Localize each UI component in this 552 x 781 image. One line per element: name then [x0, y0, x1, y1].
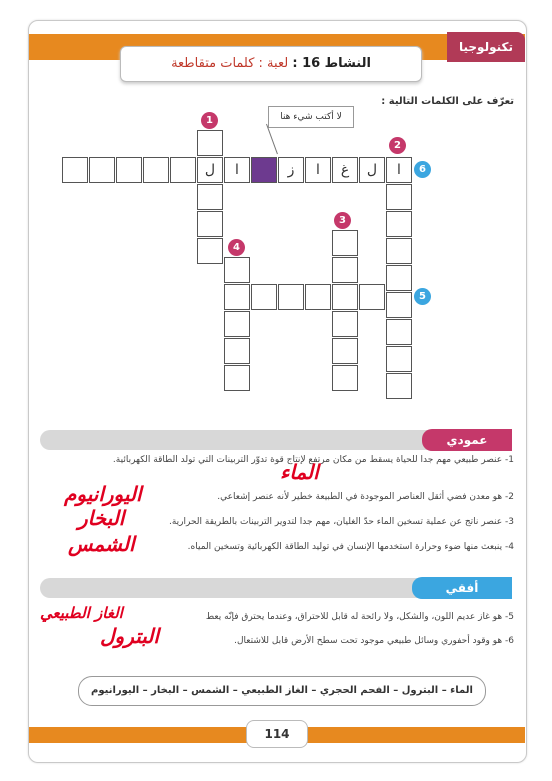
page-number: 114 [246, 720, 308, 748]
page-frame [28, 20, 527, 763]
crossword-cell[interactable] [62, 157, 88, 183]
crossword-cell[interactable] [332, 230, 358, 256]
crossword-cell[interactable] [386, 319, 412, 345]
crossword-cell[interactable] [386, 184, 412, 210]
crossword-cell[interactable] [197, 238, 223, 264]
horizontal-clue-6: 6- هو وقود أحفوري وسائل طبيعي موجود تحت سطح الأرض قابل للاشتعال. [234, 636, 514, 646]
crossword-filled-cell [251, 157, 277, 183]
vertical-clue-2: 2- هو معدن فضي أثقل العناصر الموجودة في الطبيعة خطير لأنه عنصر إشعاعي. [217, 492, 514, 502]
word-bank: الماء – البترول – الفحم الحجري – الغاز الطبيعي – الشمس – البخار – اليورانيوم [78, 676, 486, 706]
answer-horizontal-6: البترول [100, 624, 159, 648]
answer-vertical-1: الماء [280, 460, 319, 484]
crossword-cell[interactable] [197, 184, 223, 210]
clue-marker-2: 2 [389, 137, 406, 154]
crossword-cell[interactable] [332, 257, 358, 283]
crossword-cell[interactable] [224, 257, 250, 283]
crossword-cell[interactable]: ل [197, 157, 223, 183]
answer-vertical-2: اليورانيوم [64, 482, 142, 506]
clue-marker-4: 4 [228, 239, 245, 256]
do-not-write-note: لا أكتب شيء هنا [268, 106, 354, 128]
answer-vertical-4: الشمس [68, 532, 135, 556]
crossword-cell[interactable]: ا [386, 157, 412, 183]
crossword-cell[interactable] [332, 284, 358, 310]
horizontal-section-title: أفقي [412, 577, 512, 599]
crossword-cell[interactable] [170, 157, 196, 183]
horizontal-clue-5: 5- هو غاز عديم اللون، والشكل، ولا رائحة له قابل للاحتراق، وعندما يحترق فإنّه يعط [205, 612, 514, 622]
vertical-clue-3: 3- عنصر ناتج عن عملية تسخين الماء حدّ الغليان، مهم جدا لتدوير التربينات بالطريقة الحرارية. [168, 517, 514, 527]
crossword-cell[interactable] [386, 211, 412, 237]
vertical-section-title: عمودي [422, 429, 512, 451]
intro-text: تعرّف على الكلمات التالية : [381, 96, 514, 107]
activity-label: النشاط 16 : [292, 56, 371, 71]
crossword-cell[interactable] [224, 311, 250, 337]
clue-marker-6: 6 [414, 161, 431, 178]
crossword-cell[interactable]: ا [224, 157, 250, 183]
crossword-cell[interactable] [386, 373, 412, 399]
vertical-clue-4: 4- ينبعث منها ضوء وحرارة استخدمها الإنسان في توليد الطاقة الكهربائية وتسخين المياه. [187, 542, 514, 552]
crossword-cell[interactable] [143, 157, 169, 183]
crossword-cell[interactable] [224, 338, 250, 364]
crossword-cell[interactable] [251, 284, 277, 310]
crossword-cell[interactable] [332, 311, 358, 337]
crossword-cell[interactable] [197, 211, 223, 237]
crossword-cell[interactable] [89, 157, 115, 183]
answer-vertical-3: البخار [78, 506, 125, 530]
vertical-clue-1: 1- عنصر طبيعي مهم جدا للحياة يسقط من مكان مرتفع لإنتاج قوة تدوّر التربينات التي تولد الطاقة الكهربائية. [112, 455, 514, 465]
crossword-cell[interactable] [386, 265, 412, 291]
clue-marker-5: 5 [414, 288, 431, 305]
crossword-cell[interactable] [224, 284, 250, 310]
activity-title: لعبة : كلمات متقاطعة [171, 56, 289, 71]
answer-horizontal-5: الغاز الطبيعي [40, 604, 123, 622]
subject-tab: تكنولوجيا [447, 32, 525, 62]
crossword-cell[interactable] [305, 284, 331, 310]
crossword-cell[interactable] [278, 284, 304, 310]
crossword-cell[interactable] [332, 365, 358, 391]
clue-marker-3: 3 [334, 212, 351, 229]
crossword-cell[interactable] [224, 365, 250, 391]
crossword-cell[interactable] [386, 238, 412, 264]
crossword-cell[interactable]: ا [305, 157, 331, 183]
crossword-cell[interactable] [197, 130, 223, 156]
crossword-cell[interactable] [386, 346, 412, 372]
crossword-cell[interactable] [386, 292, 412, 318]
crossword-cell[interactable] [359, 284, 385, 310]
crossword-cell[interactable]: ز [278, 157, 304, 183]
crossword-cell[interactable] [332, 338, 358, 364]
crossword-cell[interactable]: غ [332, 157, 358, 183]
crossword-cell[interactable] [116, 157, 142, 183]
crossword-cell[interactable]: ل [359, 157, 385, 183]
clue-marker-1: 1 [201, 112, 218, 129]
activity-title-box [120, 46, 422, 82]
